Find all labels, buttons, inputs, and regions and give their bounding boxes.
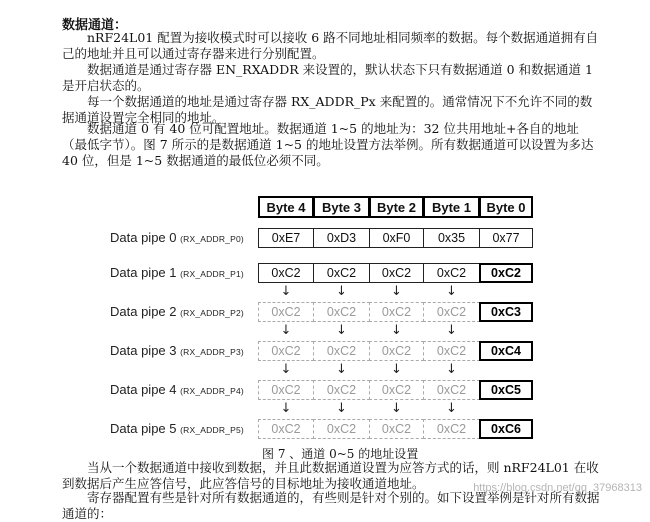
pipe-3-byte-2: 0xC2 xyxy=(369,341,424,361)
pipe-3-byte-3: 0xC2 xyxy=(313,341,370,361)
byte-header-1: Byte 1 xyxy=(423,196,480,218)
down-arrow-icon: ↓ xyxy=(446,362,457,377)
byte-header-4: Byte 4 xyxy=(258,196,314,218)
down-arrow-icon: ↓ xyxy=(280,284,292,299)
pipe-2-byte-3: 0xC2 xyxy=(313,302,370,322)
pipe-label-3 xyxy=(110,343,244,358)
down-arrow-icon: ↓ xyxy=(391,362,402,377)
pipe-1-byte-1: 0xC2 xyxy=(423,263,480,283)
pipe-1-byte-3: 0xC2 xyxy=(313,263,370,283)
down-arrow-icon: ↓ xyxy=(446,401,457,416)
watermark-text: https://blog.csdn.net/qq_37968313 xyxy=(473,482,642,494)
figure-caption: 图 7 、通道 0~5 的地址设置 xyxy=(262,447,419,461)
pipe-1-byte-2: 0xC2 xyxy=(369,263,424,283)
byte-header-2: Byte 2 xyxy=(369,196,424,218)
pipe-register: (RX_ADDR_P4) xyxy=(180,386,244,396)
pipe-name: Data pipe 1 xyxy=(110,265,181,280)
down-arrow-icon: ↓ xyxy=(336,323,347,338)
pipe-4-byte-1: 0xC2 xyxy=(423,380,480,400)
pipe-0-byte-1: 0x35 xyxy=(423,228,480,248)
pipe-2-byte-2: 0xC2 xyxy=(369,302,424,322)
byte-header-3: Byte 3 xyxy=(313,196,370,218)
pipe-0-byte-3: 0xD3 xyxy=(313,228,370,248)
pipe-2-byte-0: 0xC3 xyxy=(479,302,533,322)
pipe-0-byte-0: 0x77 xyxy=(479,228,533,248)
pipe-5-byte-4: 0xC2 xyxy=(258,419,314,439)
byte-header-0: Byte 0 xyxy=(479,196,533,218)
pipe-4-byte-0: 0xC5 xyxy=(479,380,533,400)
down-arrow-icon: ↓ xyxy=(280,362,292,377)
pipe-5-byte-2: 0xC2 xyxy=(369,419,424,439)
pipe-register: (RX_ADDR_P2) xyxy=(180,308,244,318)
pipe-register: (RX_ADDR_P5) xyxy=(180,425,244,435)
pipe-name: Data pipe 5 xyxy=(110,421,181,436)
paragraph-address-width: 数据通道 0 有 40 位可配置地址。数据通道 1~5 的地址为：32 位共用地址+各自的地址（最低字节）。图 7 所示的是数据通道 1~5 的地址设置方法举例。所有数据通道可以设置为多达 40 位，但是 1~5 数据通道的最低位必须不同。 xyxy=(62,121,594,168)
pipe-label-1 xyxy=(110,265,244,280)
down-arrow-icon: ↓ xyxy=(280,401,292,416)
pipe-4-byte-2: 0xC2 xyxy=(369,380,424,400)
section-heading: 数据通道： xyxy=(62,18,128,33)
paragraph-register-config: 寄存器配置有些是针对所有数据通道的，有些则是针对个别的。如下设置举例是针对所有数据通道的： xyxy=(62,490,600,521)
pipe-0-byte-4: 0xE7 xyxy=(258,228,314,248)
pipe-3-byte-4: 0xC2 xyxy=(258,341,314,361)
pipe-4-byte-4: 0xC2 xyxy=(258,380,314,400)
pipe-label-0 xyxy=(110,230,244,245)
paragraph-intro: nRF24L01 配置为接收模式时可以接收 6 路不同地址相同频率的数据。每个数据通道拥有自己的地址并且可以通过寄存器来进行分别配置。 xyxy=(62,30,599,61)
paragraph-ack: 当从一个数据通道中接收到数据，并且此数据通道设置为应答方式的话，则 nRF24L01 在收到数据后产生应答信号，此应答信号的目标地址为接收通道地址。 xyxy=(62,460,599,491)
down-arrow-icon: ↓ xyxy=(280,323,292,338)
pipe-register: (RX_ADDR_P3) xyxy=(180,347,244,357)
pipe-register: (RX_ADDR_P1) xyxy=(180,269,244,279)
down-arrow-icon: ↓ xyxy=(336,284,347,299)
pipe-name: Data pipe 4 xyxy=(110,382,181,397)
down-arrow-icon: ↓ xyxy=(336,362,347,377)
pipe-label-4 xyxy=(110,382,244,397)
pipe-0-byte-2: 0xF0 xyxy=(369,228,424,248)
pipe-2-byte-4: 0xC2 xyxy=(258,302,314,322)
pipe-3-byte-0: 0xC4 xyxy=(479,341,533,361)
down-arrow-icon: ↓ xyxy=(336,401,347,416)
down-arrow-icon: ↓ xyxy=(391,401,402,416)
pipe-name: Data pipe 2 xyxy=(110,304,181,319)
pipe-2-byte-1: 0xC2 xyxy=(423,302,480,322)
pipe-1-byte-0: 0xC2 xyxy=(479,263,533,283)
pipe-5-byte-1: 0xC2 xyxy=(423,419,480,439)
pipe-5-byte-0: 0xC6 xyxy=(479,419,533,439)
pipe-name: Data pipe 3 xyxy=(110,343,181,358)
paragraph-en-rxaddr: 数据通道是通过寄存器 EN_RXADDR 来设置的，默认状态下只有数据通道 0 和数据通道 1 是开启状态的。 xyxy=(62,62,593,93)
pipe-5-byte-3: 0xC2 xyxy=(313,419,370,439)
pipe-register: (RX_ADDR_P0) xyxy=(180,234,244,244)
pipe-4-byte-3: 0xC2 xyxy=(313,380,370,400)
pipe-name: Data pipe 0 xyxy=(110,230,181,245)
down-arrow-icon: ↓ xyxy=(391,284,402,299)
down-arrow-icon: ↓ xyxy=(446,284,457,299)
pipe-1-byte-4: 0xC2 xyxy=(258,263,314,283)
pipe-label-5 xyxy=(110,421,244,436)
pipe-label-2 xyxy=(110,304,244,319)
paragraph-rx-addr: 每一个数据通道的地址是通过寄存器 RX_ADDR_Px 来配置的。通常情况下不允许不同的数据通道设置完全相同的地址。 xyxy=(62,94,593,125)
pipe-3-byte-1: 0xC2 xyxy=(423,341,480,361)
down-arrow-icon: ↓ xyxy=(446,323,457,338)
down-arrow-icon: ↓ xyxy=(391,323,402,338)
